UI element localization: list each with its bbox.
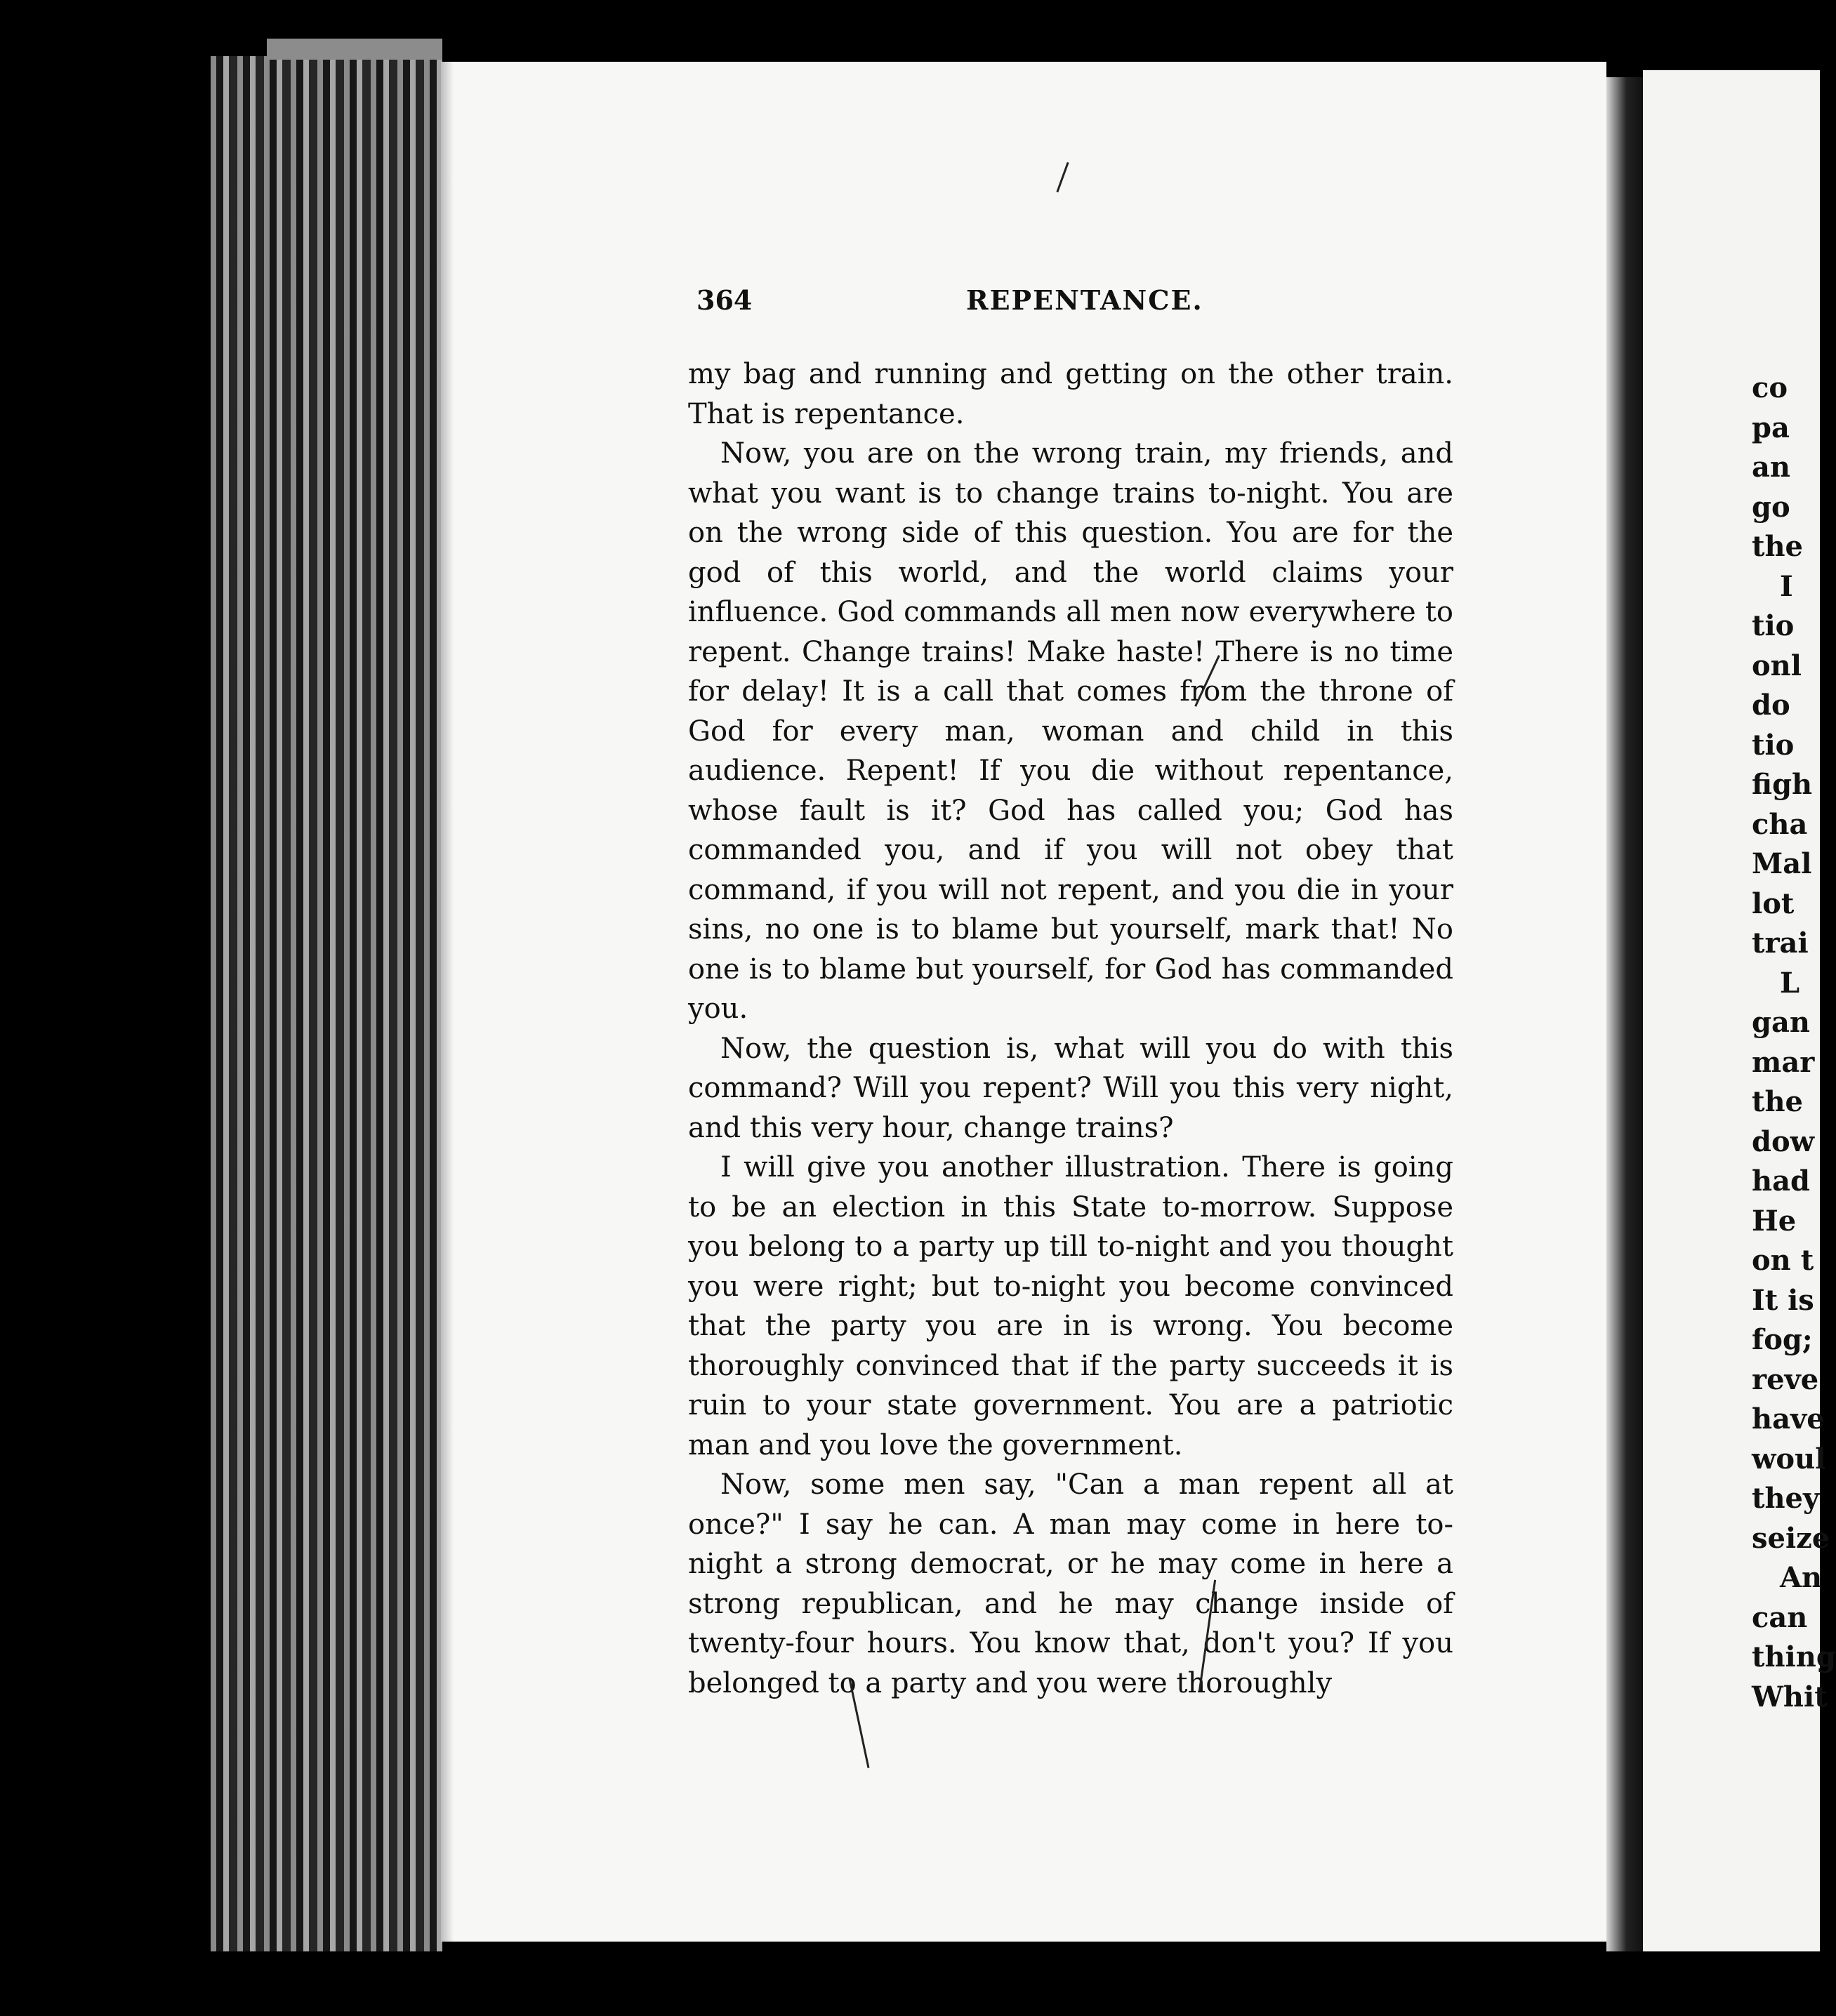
book-top-edge [267,39,442,60]
facing-line: reve [1752,1362,1819,1396]
facing-line: dow [1752,1125,1815,1158]
facing-line: mar [1752,1045,1815,1079]
facing-line: onl [1752,649,1802,682]
facing-page-text [1752,369,1836,1717]
facing-line: the [1752,1085,1804,1118]
facing-line: can [1752,1600,1808,1634]
facing-line: An [1780,1561,1823,1594]
page-title: REPENTANCE. [966,284,1203,316]
facing-line: go [1752,490,1790,524]
facing-line: woul [1752,1442,1826,1475]
facing-line: thing [1752,1640,1836,1673]
facing-line: trai [1752,927,1809,960]
book-gutter [1606,77,1643,1951]
facing-line: Mal [1752,847,1812,880]
page-shadow [441,62,454,1942]
facing-line: cha [1752,807,1808,841]
paragraph: Now, you are on the wrong train, my friends, and what you want is to change trains to-night. You are on the wrong side of this question. You are for the god of this world, and the world claims your influence. God commands all men now everywhere to repent. Change trains! Make haste! There is no time for delay! It is a call that comes from the throne of God for every man, woman and child in this audience. Repent! If you die without repentance, whose fault is it? God has called you; God has commanded you, and if you will not obey that command, if you will not repent, and you die in your sins, no one is to blame but yourself, mark that! No one is to blame but yourself, for God has commanded you. [688,437,1453,1025]
facing-line: tio [1752,609,1795,642]
facing-line: I [1780,569,1793,603]
running-head [696,284,1441,326]
facing-line: L [1780,966,1800,1000]
facing-line: He [1752,1204,1797,1238]
page-number: 364 [696,284,753,316]
facing-line: lot [1752,887,1795,920]
paragraph: Now, some men say, "Can a man repent all at once?" I say he can. A man may come in here to-night a strong democrat, or he may come in here a strong republican, and he may change inside of twenty-four hours. You know that, don't you? If you belonged to a party and you were thoroughly [688,1468,1453,1699]
facing-line: figh [1752,768,1813,801]
facing-line: co [1752,371,1788,404]
facing-line: they [1752,1482,1820,1515]
body-text [688,354,1453,1703]
facing-line: gan [1752,1006,1810,1039]
book-page-edges [211,56,442,1951]
facing-line: It is [1752,1283,1814,1317]
paragraph: my bag and running and getting on the other train. That is repentance. [688,358,1453,430]
facing-line: the [1752,530,1804,563]
facing-line: have [1752,1402,1825,1435]
facing-line: had [1752,1165,1810,1198]
paragraph: Now, the question is, what will you do with this command? Will you repent? Will you this very night, and this very hour, change trains? [688,1032,1453,1144]
facing-line: seize [1752,1521,1830,1555]
facing-line: on t [1752,1244,1814,1277]
facing-line: fog; [1752,1323,1813,1356]
facing-line: an [1752,451,1790,484]
facing-line: Whit [1752,1680,1828,1713]
facing-line: tio [1752,728,1795,762]
facing-line: pa [1752,411,1790,444]
facing-line: do [1752,689,1790,722]
paragraph: I will give you another illustration. There is going to be an election in this State to-morrow. Suppose you belong to a party up till to-night and you thought you were right; but to-night you become convinced that the party you are in is wrong. You become thoroughly convinced that if the party succeeds it is ruin to your state government. You are a patriotic man and you love the government. [688,1151,1453,1461]
